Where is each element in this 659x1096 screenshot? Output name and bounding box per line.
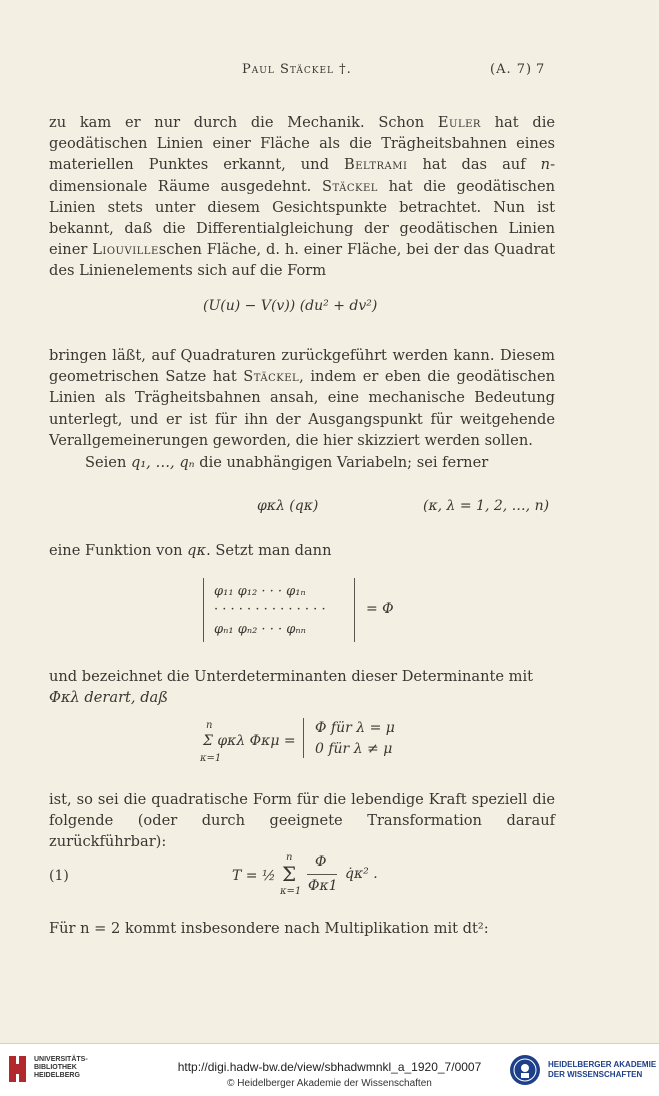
name-euler: Euler [437,114,481,131]
eq1-lhs: T = ½ [232,868,276,884]
sum-lower-limit: κ=1 [200,753,222,764]
eq1-sum-lower: κ=1 [280,886,302,897]
paragraph-5-cont: Φκλ derart, daß [49,689,168,707]
paragraph-3: Seien q₁, …, qₙ die unabhängigen Variabeln; sei ferner [85,454,489,471]
paragraph-6: ist, so sei die quadratische Form für die lebendige Kraft speziell die folgende (oder durch geeignete Transformation darauf zurückführbar): [49,791,555,851]
running-title: Paul Stäckel †. [242,62,352,77]
determinant-row-n: φₙ₁ φₙ₂ · · · φₙₙ [214,622,306,637]
eq1-sigma: Σ [282,862,297,886]
case-equal: Φ für λ = μ [315,720,395,736]
page-number: 7 [536,62,546,77]
eq1-fraction-bar [307,874,337,875]
academy-seal-icon [509,1054,541,1086]
formula-index-range: (κ, λ = 1, 2, …, n) [423,498,550,514]
permalink-url[interactable]: http://digi.hadw-bw.de/view/sbhadwmnkl_a_1920_7/0007 [177,1060,482,1074]
name-beltrami: Beltrami [343,156,408,174]
paragraph-4: eine Funktion von qκ. Setzt man dann [49,542,332,559]
paragraph-5: und bezeichnet die Unterdeterminanten dieser Determinante mit Φκλ derart, daß [49,666,555,708]
copyright-notice: © Heidelberger Akademie der Wissenschaften [227,1078,432,1089]
paragraph-2: bringen läßt, auf Quadraturen zurückgeführt werden kann. Diesem geometrischen Satze hat Stäckel, indem er eben die geodätischen Linien als Trägheitsbahnen ansah, eine mechanische Bedeutung unterlegt, und er ist für ihn der Ausgangspunkt für weitgehende Verallgemeinerungen geworden, die hier skizziert werden sollen. [49,347,555,449]
section-label: (A. 7) [490,62,533,77]
determinant-equals: = Φ [366,601,394,617]
eq1-sum-upper: n [286,852,293,863]
paragraph-1: zu kam er nur durch die Mechanik. Schon Euler hat die geodätischen Linien einer Fläche als die Trägheitsbahnen eines materiellen Punktes erkannt, und Beltrami hat das auf n-dimensionale Räume ausgedehnt. Stäckel hat die geodätischen Linien stets unter diesem Gesichtspunkte betrachtet. Nun ist bekannt, daß die Differentialgleichung der geodätischen Linien einer Liouvilleschen Fläche, d. h. einer Fläche, bei der das Quadrat des Linienelements sich auf die Form [49,114,556,280]
determinant-row-dots: · · · · · · · · · · · · · · [214,602,326,617]
paragraph-7: Für n = 2 kommt insbesondere nach Multiplikation mit dt²: [49,920,489,937]
name-liouville: Liouville [92,241,159,259]
name-staeckel: Stäckel [243,368,300,386]
formula-line-element: (U(u) − V(v)) (du² + dv²) [203,298,378,314]
academy-label: HEIDELBERGER AKADEMIE DER WISSENSCHAFTEN [548,1060,657,1079]
case-unequal: 0 für λ ≠ μ [315,741,393,757]
eq1-tail: q̇κ² . [345,866,378,882]
sum-expression: Σ φκλ Φκμ = [203,733,296,749]
name-staeckel: Stäckel [322,177,378,195]
cases-brace [303,718,305,758]
determinant-row-1: φ₁₁ φ₁₂ · · · φ₁ₙ [214,584,306,599]
determinant [203,578,355,642]
formula-phi-function: φκλ (qκ) [257,498,319,514]
equation-number: (1) [49,868,69,884]
eq1-numerator: Φ [315,854,327,870]
university-library-label: UNIVERSITÄTS- BIBLIOTHEK HEIDELBERG [34,1056,88,1079]
eq1-denominator: Φκ1 [308,878,338,894]
footer-bar [0,1043,659,1096]
sum-upper-limit: n [206,720,213,731]
